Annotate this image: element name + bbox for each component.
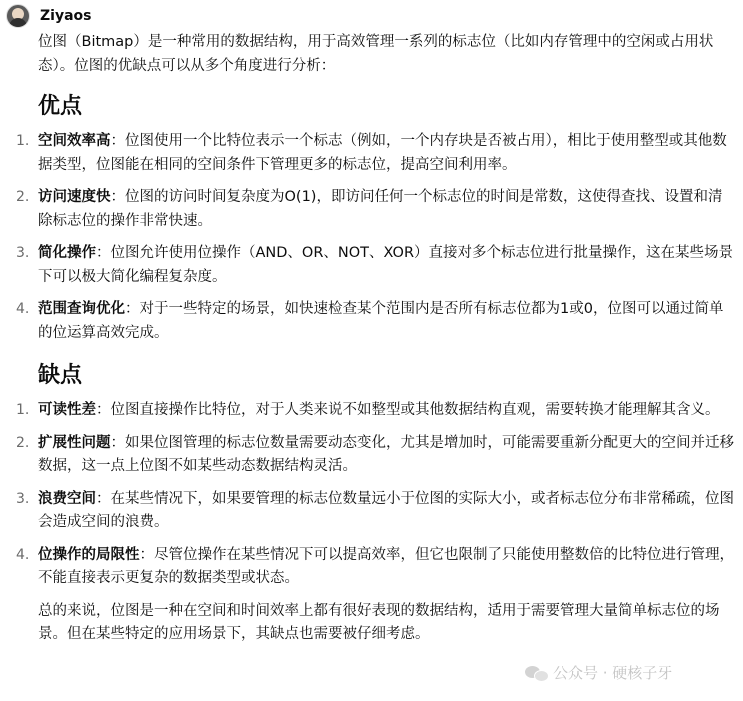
list-item <box>16 130 735 177</box>
message-content <box>16 31 735 647</box>
list-item <box>16 544 735 591</box>
list-item-text: ：尽管位操作在某些情况下可以提高效率，但它也限制了只能使用整数倍的比特位进行管理，不能直接表示更复杂的数据类型或状态。 <box>38 546 734 586</box>
list-item-term: 浪费空间 <box>38 490 96 507</box>
list-number: 3. <box>16 245 30 261</box>
list-item-text: ：位图直接操作比特位，对于人类来说不如整型或其他数据结构直观，需要转换才能理解其含义。 <box>96 402 720 418</box>
list-item <box>16 186 735 233</box>
cons-heading: 缺点 <box>38 363 83 388</box>
list-item-text: ：如果位图管理的标志位数量需要动态变化，尤其是增加时，可能需要重新分配更大的空间并迁移数据，这一点上位图不如某些动态数据结构灵活。 <box>38 434 734 474</box>
intro-paragraph: 位图（Bitmap）是一种常用的数据结构，用于高效管理一系列的标志位（比如内存管理中的空闲或占用状态）。位图的优缺点可以从多个角度进行分析： <box>38 34 714 74</box>
list-item-text: ：位图的访问时间复杂度为O(1)，即访问任何一个标志位的时间是常数，这使得查找、设置和清除标志位的操作非常快速。 <box>38 189 723 229</box>
list-number: 2. <box>16 189 30 205</box>
list-item-term: 访问速度快 <box>38 189 111 205</box>
list-item-text: ：在某些情况下，如果要管理的标志位数量远小于位图的实际大小，或者标志位分布非常稀疏，位图会造成空间的浪费。 <box>38 490 734 530</box>
list-number: 3. <box>16 490 30 507</box>
pros-heading: 优点 <box>38 94 83 119</box>
list-item <box>16 432 735 479</box>
list-number: 1. <box>16 133 30 149</box>
list-item-term: 位操作的局限性 <box>38 546 140 563</box>
list-number: 1. <box>16 402 30 418</box>
list-item-term: 可读性差 <box>38 402 96 418</box>
list-item-term: 扩展性问题 <box>38 434 111 451</box>
list-item <box>16 298 735 345</box>
message-header <box>6 4 91 28</box>
wechat-icon <box>525 664 549 682</box>
closing-paragraph: 总的来说，位图是一种在空间和时间效率上都有很好表现的数据结构，适用于需要管理大量简单标志位的场景。但在某些特定的应用场景下，其缺点也需要被仔细考虑。 <box>38 602 720 642</box>
author-name: Ziyaos <box>40 8 92 24</box>
list-item-text: ：位图允许使用位操作（AND、OR、NOT、XOR）直接对多个标志位进行批量操作，这在某些场景下可以极大简化编程复杂度。 <box>38 245 734 285</box>
list-item-text: ：对于一些特定的场景，如快速检查某个范围内是否所有标志位都为1或0，位图可以通过简单的位运算高效完成。 <box>38 301 724 341</box>
cons-list <box>16 399 735 591</box>
list-item <box>16 488 735 535</box>
list-item-term: 空间效率高 <box>38 133 111 149</box>
avatar[interactable] <box>6 4 30 28</box>
list-item-term: 简化操作 <box>38 245 96 261</box>
pros-list <box>16 130 735 345</box>
list-item-text: ：位图使用一个比特位表示一个标志（例如，一个内存块是否被占用），相比于使用整型或其他数据类型，位图能在相同的空间条件下管理更多的标志位，提高空间利用率。 <box>38 133 727 173</box>
list-number: 4. <box>16 546 30 563</box>
watermark-text: 公众号 · 硬核子牙 <box>553 664 673 682</box>
list-item-term: 范围查询优化 <box>38 301 125 317</box>
list-item <box>16 242 735 289</box>
list-item <box>16 399 735 423</box>
list-number: 4. <box>16 301 30 317</box>
watermark <box>525 662 672 683</box>
list-number: 2. <box>16 434 30 451</box>
